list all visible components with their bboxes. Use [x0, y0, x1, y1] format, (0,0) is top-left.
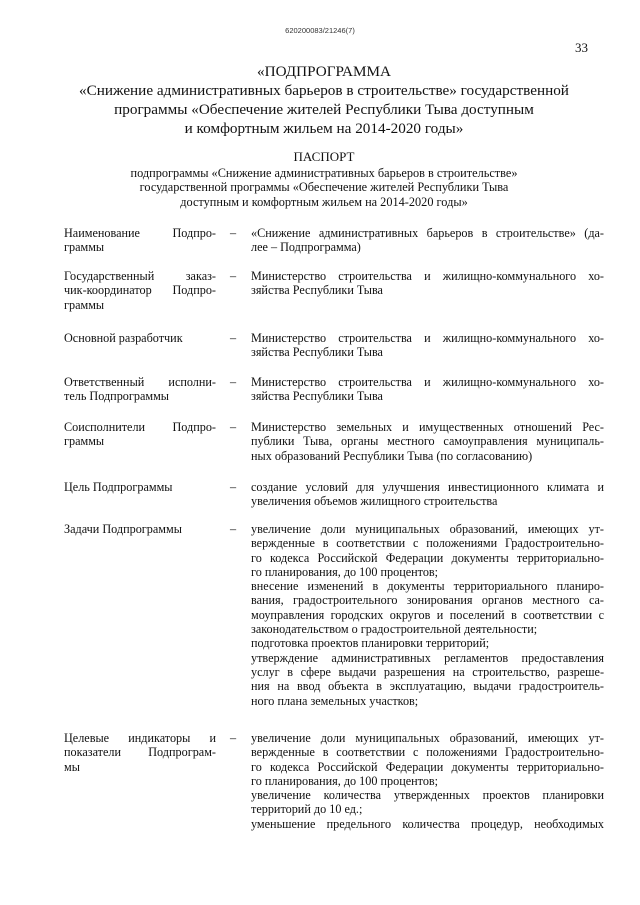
row-label — [64, 420, 216, 449]
row-label — [64, 731, 216, 774]
document-code: 620200083/21246(7) — [285, 26, 355, 35]
value-line: утверждение административных регламентов предоставления — [251, 650, 604, 665]
value-line: ния на ввод объекта в эксплуатацию, выдачи градостроитель- — [251, 679, 604, 694]
value-line: вержденные в соответствии с положениями Градостроительно- — [251, 536, 604, 551]
label-line: Основной разработчик — [64, 331, 183, 345]
value-line: создание условий для улучшения инвестиционного климата и — [251, 480, 604, 494]
row-label — [64, 269, 216, 312]
row-dash: – — [230, 480, 237, 494]
value-line: го кодекса Российской Федерации документы территориально- — [251, 759, 604, 774]
value-line: вания, градостроительного зонирования органов местного са- — [251, 593, 604, 608]
row-value — [251, 226, 604, 255]
label-line: Государственный заказ- — [64, 269, 216, 283]
row-value — [251, 375, 604, 404]
subprogram-title — [60, 62, 588, 138]
value-line: территорий до 10 ед.; — [251, 802, 363, 817]
value-line: услуг в сфере выдачи разрешения на строительство, разреше- — [251, 664, 604, 679]
passport-header — [60, 150, 588, 209]
value-line: увеличения объемов жилищного строительства — [251, 494, 498, 509]
value-line: публики Тыва, органы местного самоуправления муниципаль- — [251, 434, 604, 449]
row-value — [251, 331, 604, 360]
value-line: лее – Подпрограмма) — [251, 240, 361, 255]
value-line: уменьшение предельного количества процедур, необходимых — [251, 816, 604, 831]
label-line: граммы — [64, 240, 105, 255]
label-line: чик-координатор Подпро- — [64, 283, 216, 298]
value-line: Министерство строительства и жилищно-коммунального хо- — [251, 375, 604, 389]
value-line: Министерство земельных и имущественных отношений Рес- — [251, 420, 604, 434]
label-line: Соисполнители Подпро- — [64, 420, 216, 434]
row-dash: – — [230, 331, 237, 345]
label-line: мы — [64, 759, 80, 774]
value-line: внесение изменений в документы территориального планиро- — [251, 579, 604, 594]
title-line: и комфортным жильем на 2014-2020 годы» — [184, 120, 464, 137]
title-line: «ПОДПРОГРАММА — [257, 63, 391, 80]
passport-subtitle-line: доступным и комфортным жильем на 2014-2020 годы» — [180, 194, 468, 209]
value-line: Министерство строительства и жилищно-коммунального хо- — [251, 331, 604, 345]
row-value — [251, 420, 604, 463]
value-line: увеличение доли муниципальных образований, имеющих ут- — [251, 731, 604, 745]
title-line: программы «Обеспечение жителей Республики Тыва доступным — [114, 101, 534, 118]
row-dash: – — [230, 375, 237, 389]
label-line: Ответственный исполни- — [64, 375, 216, 389]
label-line: Целевые индикаторы и — [64, 731, 216, 745]
value-line: Министерство строительства и жилищно-коммунального хо- — [251, 269, 604, 283]
row-dash: – — [230, 522, 237, 536]
row-value — [251, 269, 604, 298]
label-line: граммы — [64, 434, 105, 449]
row-label — [64, 226, 216, 255]
page-number: 33 — [575, 40, 588, 55]
label-line: показатели Подпрограм- — [64, 745, 216, 760]
row-value — [251, 480, 604, 509]
value-line: го кодекса Российской Федерации документы территориально- — [251, 550, 604, 565]
value-line: го планирования, до 100 процентов; — [251, 564, 439, 579]
value-line: увеличение доли муниципальных образований, имеющих ут- — [251, 522, 604, 536]
label-line: тель Подпрограммы — [64, 389, 169, 404]
row-dash: – — [230, 420, 237, 434]
value-line: ных образований Республики Тыва (по согласованию) — [251, 448, 533, 463]
row-dash: – — [230, 731, 237, 745]
value-line: подготовка проектов планировки территорий; — [251, 636, 490, 651]
row-label — [64, 522, 216, 536]
title-line: «Снижение административных барьеров в строительстве» государственной — [79, 82, 569, 99]
value-line: законодательством о градостроительной деятельности; — [251, 622, 538, 637]
label-line: Наименование Подпро- — [64, 226, 216, 240]
value-line: зяйства Республики Тыва — [251, 283, 383, 298]
value-line: ного плана земельных участков; — [251, 693, 419, 708]
row-label — [64, 480, 216, 494]
label-line: Задачи Подпрограммы — [64, 522, 182, 536]
row-value — [251, 522, 604, 708]
passport-subtitle-line: государственной программы «Обеспечение жителей Республики Тыва — [139, 180, 509, 194]
row-label — [64, 375, 216, 404]
row-label — [64, 331, 216, 345]
passport-subtitle-line: подпрограммы «Снижение административных барьеров в строительстве» — [130, 165, 518, 180]
value-line: зяйства Республики Тыва — [251, 389, 383, 404]
row-dash: – — [230, 226, 237, 240]
value-line: увеличение количества утвержденных проектов планировки — [251, 788, 604, 803]
label-line: Цель Подпрограммы — [64, 480, 173, 494]
passport-heading: ПАСПОРТ — [293, 149, 355, 164]
label-line: граммы — [64, 297, 105, 312]
value-line: зяйства Республики Тыва — [251, 345, 383, 360]
value-line: го планирования, до 100 процентов; — [251, 773, 439, 788]
value-line: вержденные в соответствии с положениями Градостроительно- — [251, 745, 604, 760]
value-line: «Снижение административных барьеров в строительстве» (да- — [251, 226, 604, 240]
row-dash: – — [230, 269, 237, 283]
value-line: моуправления городских округов и поселений в соответствии с — [251, 607, 604, 622]
row-value — [251, 731, 604, 831]
